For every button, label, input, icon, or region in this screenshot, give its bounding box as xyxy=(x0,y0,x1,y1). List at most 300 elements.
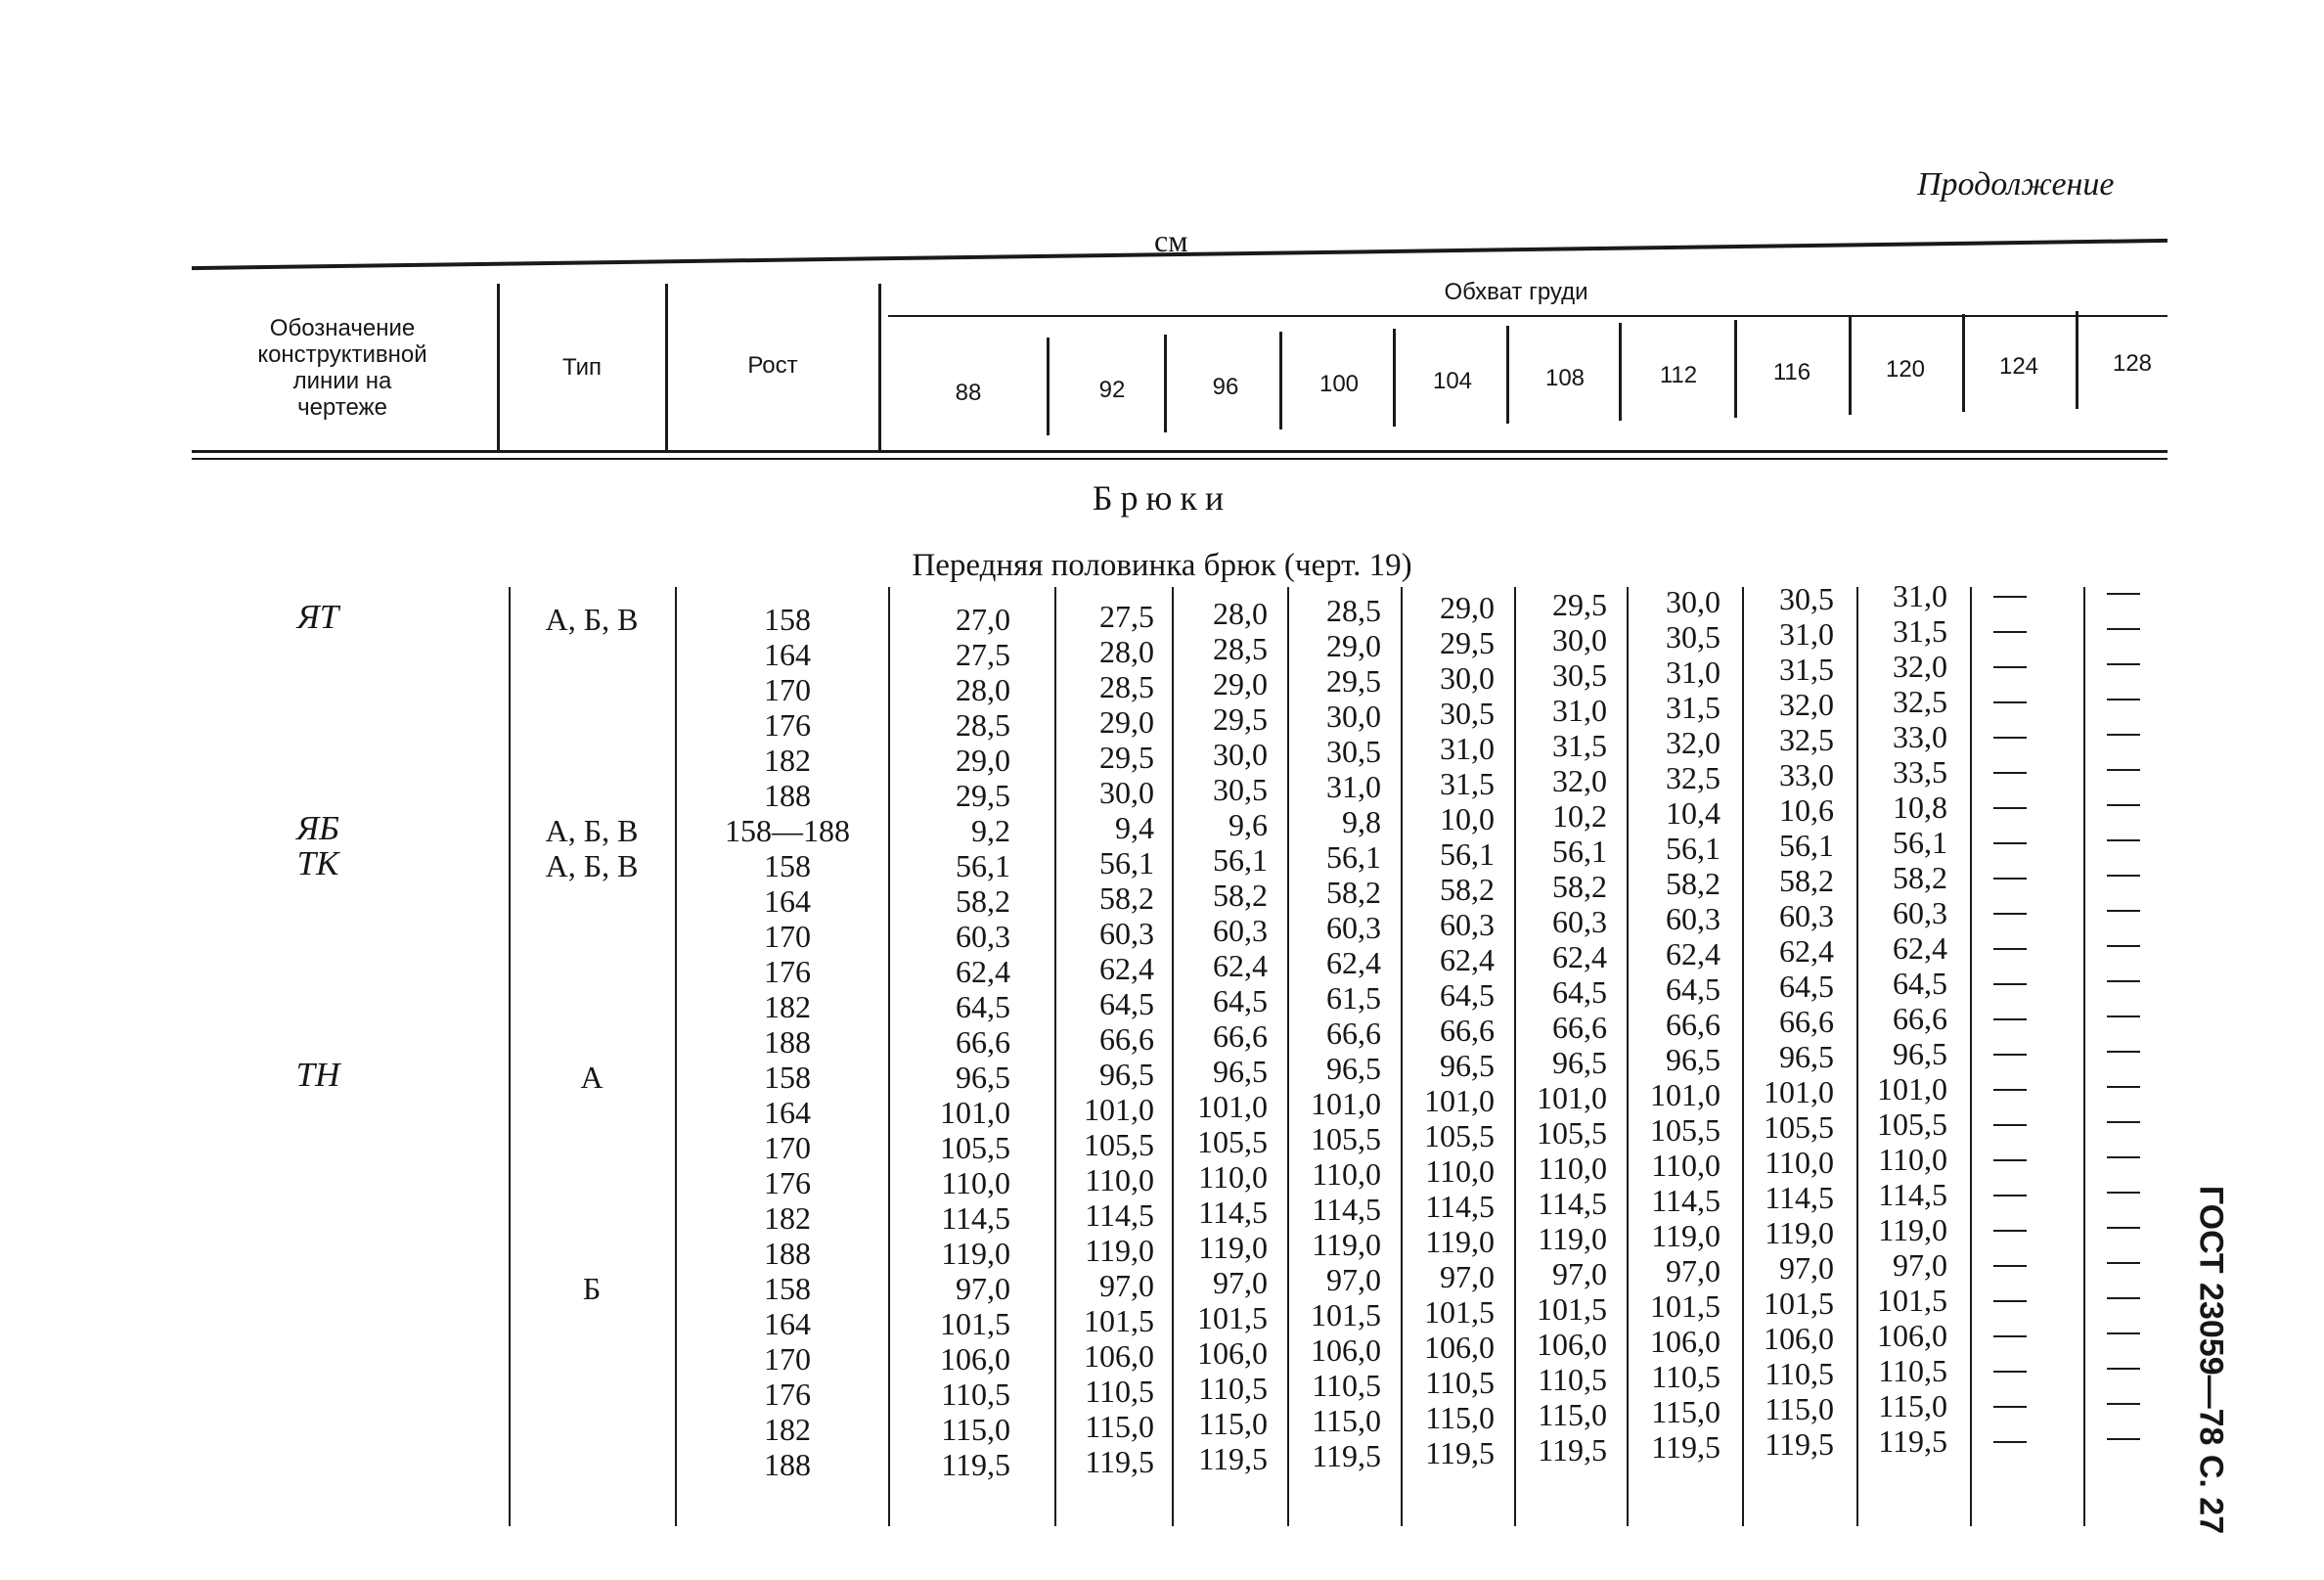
table-cell xyxy=(2072,643,2174,678)
dash-mark xyxy=(2107,839,2140,841)
type-value: А xyxy=(580,1060,603,1095)
table-cell: 60,3 xyxy=(1893,895,1947,930)
header-size-divider xyxy=(1619,323,1622,421)
table-cell xyxy=(2072,1101,2174,1136)
table-cell xyxy=(1958,681,2061,716)
table-cell xyxy=(1958,1068,2061,1104)
table-cell: 31,0 xyxy=(1893,578,1947,613)
table-cell xyxy=(2072,1312,2174,1347)
table-cell: 29,5 xyxy=(1440,625,1495,660)
height-value: 158 xyxy=(764,848,811,883)
table-cell: 62,4 xyxy=(1666,936,1721,971)
table-cell: 119,5 xyxy=(941,1447,1010,1482)
table-cell: 101,5 xyxy=(1197,1300,1268,1335)
table-cell: 31,5 xyxy=(1893,613,1947,649)
table-cell: 119,5 xyxy=(1085,1444,1154,1479)
type-value: А, Б, В xyxy=(545,602,639,637)
type-value: А, Б, В xyxy=(545,848,639,883)
dash-mark xyxy=(1993,1089,2027,1091)
table-cell: 28,0 xyxy=(1213,596,1268,631)
height-value: 182 xyxy=(764,743,811,778)
table-cell: 97,0 xyxy=(1326,1262,1381,1297)
table-cell: 61,5 xyxy=(1326,980,1381,1016)
table-cell: 58,2 xyxy=(1893,860,1947,895)
table-cell: 31,0 xyxy=(1779,616,1834,652)
table-cell: 66,6 xyxy=(1666,1007,1721,1042)
table-cell: 115,0 xyxy=(1312,1403,1381,1438)
table-cell xyxy=(2072,748,2174,784)
table-cell xyxy=(2072,713,2174,748)
table-cell: 110,0 xyxy=(941,1165,1010,1200)
table-cell xyxy=(1958,575,2061,610)
dash-mark xyxy=(1993,1441,2027,1443)
table-cell xyxy=(1958,646,2061,681)
table-cell: 30,0 xyxy=(1666,584,1721,619)
table-cell xyxy=(2072,572,2174,608)
table-cell xyxy=(1958,787,2061,822)
dash-mark xyxy=(2107,1051,2140,1053)
table-cell xyxy=(2072,784,2174,819)
height-value: 164 xyxy=(764,1306,811,1341)
dash-mark xyxy=(1993,1265,2027,1267)
table-cell: 62,4 xyxy=(1893,930,1947,966)
section-title: Брюки xyxy=(1092,478,1232,518)
table-cell xyxy=(1958,822,2061,857)
table-cell: 56,1 xyxy=(1213,842,1268,878)
header-chest-girth: Обхват груди xyxy=(1444,279,1588,305)
header-divider xyxy=(497,284,500,450)
dash-mark xyxy=(2107,1192,2140,1194)
table-cell: 29,5 xyxy=(956,778,1010,813)
type-value: А, Б, В xyxy=(545,813,639,848)
table-cell: 114,5 xyxy=(941,1200,1010,1236)
table-cell xyxy=(2072,925,2174,960)
table-cell: 32,0 xyxy=(1779,687,1834,722)
table-cell: 62,4 xyxy=(1552,939,1607,974)
table-cell: 31,0 xyxy=(1552,693,1607,728)
table-cell: 101,5 xyxy=(1650,1288,1721,1324)
table-cell: 110,0 xyxy=(1312,1156,1381,1192)
table-cell: 119,0 xyxy=(1312,1227,1381,1262)
table-cell: 56,1 xyxy=(1893,825,1947,860)
table-cell: 58,2 xyxy=(1213,878,1268,913)
table-cell xyxy=(1958,1385,2061,1421)
header-chest-size: 128 xyxy=(2112,350,2153,377)
table-cell: 66,6 xyxy=(1213,1018,1268,1054)
height-value: 170 xyxy=(764,672,811,707)
table-cell xyxy=(2072,1171,2174,1206)
table-cell: 119,0 xyxy=(1765,1215,1834,1250)
table-cell xyxy=(2072,1030,2174,1065)
table-cell: 64,5 xyxy=(956,989,1010,1024)
table-cell: 119,0 xyxy=(1198,1230,1268,1265)
table-cell: 96,5 xyxy=(956,1060,1010,1095)
body-column-rule xyxy=(675,587,677,1526)
dash-mark xyxy=(1993,666,2027,668)
dash-mark xyxy=(2107,1086,2140,1088)
height-value: 188 xyxy=(764,778,811,813)
table-cell: 30,0 xyxy=(1099,775,1154,810)
table-cell: 56,1 xyxy=(956,848,1010,883)
dash-mark xyxy=(1993,1335,2027,1337)
table-cell: 119,5 xyxy=(1312,1438,1381,1473)
table-cell: 96,5 xyxy=(1440,1048,1495,1083)
table-cell: 9,4 xyxy=(1115,810,1154,845)
table-cell xyxy=(1958,1315,2061,1350)
table-cell: 110,5 xyxy=(1538,1362,1607,1397)
height-value: 158 xyxy=(764,602,811,637)
table-cell: 60,3 xyxy=(1666,901,1721,936)
table-cell: 29,5 xyxy=(1099,740,1154,775)
table-cell xyxy=(2072,1136,2174,1171)
table-cell: 56,1 xyxy=(1666,831,1721,866)
table-cell: 30,5 xyxy=(1213,772,1268,807)
table-cell: 106,0 xyxy=(1084,1338,1154,1374)
table-cell xyxy=(2072,678,2174,713)
dash-mark xyxy=(2107,945,2140,947)
table-cell: 64,5 xyxy=(1099,986,1154,1021)
table-cell: 32,0 xyxy=(1893,649,1947,684)
table-cell: 27,0 xyxy=(956,602,1010,637)
table-cell: 105,5 xyxy=(1537,1115,1607,1151)
table-cell: 119,5 xyxy=(1538,1432,1607,1467)
table-cell: 110,5 xyxy=(1651,1359,1721,1394)
dash-mark xyxy=(2107,980,2140,982)
table-cell: 105,5 xyxy=(1764,1109,1834,1145)
table-cell: 66,6 xyxy=(1326,1016,1381,1051)
height-value: 164 xyxy=(764,1095,811,1130)
table-cell: 110,0 xyxy=(1878,1142,1947,1177)
height-value: 158 xyxy=(764,1060,811,1095)
table-cell: 64,5 xyxy=(1213,983,1268,1018)
dash-mark xyxy=(1993,772,2027,774)
table-cell: 106,0 xyxy=(1764,1321,1834,1356)
table-cell xyxy=(1958,1104,2061,1139)
table-cell: 32,5 xyxy=(1779,722,1834,757)
table-cell xyxy=(2072,608,2174,643)
table-cell: 31,0 xyxy=(1666,655,1721,690)
table-cell: 56,1 xyxy=(1099,845,1154,880)
table-cell: 101,0 xyxy=(1424,1083,1495,1118)
table-cell: 60,3 xyxy=(1779,898,1834,933)
table-cell: 114,5 xyxy=(1198,1195,1268,1230)
table-cell: 62,4 xyxy=(956,954,1010,989)
table-cell: 97,0 xyxy=(1213,1265,1268,1300)
table-cell xyxy=(1958,998,2061,1033)
continuation-label: Продолжение xyxy=(1917,166,2115,203)
height-value: 170 xyxy=(764,919,811,954)
table-cell: 106,0 xyxy=(1311,1332,1381,1368)
header-size-divider xyxy=(1164,335,1167,432)
dash-mark xyxy=(1993,983,2027,985)
table-cell xyxy=(1958,892,2061,927)
table-cell: 101,5 xyxy=(1424,1294,1495,1330)
table-cell: 119,5 xyxy=(1198,1441,1268,1476)
table-cell: 114,5 xyxy=(1312,1192,1381,1227)
table-cell: 115,0 xyxy=(1425,1400,1495,1435)
table-cell xyxy=(1958,1421,2061,1456)
table-cell: 96,5 xyxy=(1666,1042,1721,1077)
table-cell: 33,0 xyxy=(1779,757,1834,792)
table-cell: 115,0 xyxy=(1538,1397,1607,1432)
table-cell: 119,5 xyxy=(1878,1423,1947,1459)
table-cell: 115,0 xyxy=(1085,1409,1154,1444)
table-cell: 30,5 xyxy=(1440,696,1495,731)
header-size-divider xyxy=(1849,317,1852,415)
table-cell xyxy=(1958,1280,2061,1315)
dash-mark xyxy=(1993,737,2027,739)
table-cell: 58,2 xyxy=(1326,875,1381,910)
table-cell: 32,5 xyxy=(1893,684,1947,719)
table-cell: 119,5 xyxy=(1651,1429,1721,1465)
table-cell: 56,1 xyxy=(1779,828,1834,863)
gost-page-label: ГОСТ 23059—78 С. 27 xyxy=(2192,1185,2230,1535)
height-value: 176 xyxy=(764,1165,811,1200)
table-cell: 28,5 xyxy=(1326,593,1381,628)
table-cell: 60,3 xyxy=(1552,904,1607,939)
table-cell: 29,0 xyxy=(1213,666,1268,701)
height-value: 182 xyxy=(764,989,811,1024)
table-cell: 62,4 xyxy=(1779,933,1834,969)
header-chest-size: 112 xyxy=(1659,362,1698,388)
table-cell: 114,5 xyxy=(1425,1189,1495,1224)
height-value: 170 xyxy=(764,1341,811,1377)
table-cell: 56,1 xyxy=(1552,834,1607,869)
table-cell: 60,3 xyxy=(1440,907,1495,942)
table-cell: 110,0 xyxy=(1765,1145,1834,1180)
table-cell: 101,5 xyxy=(1311,1297,1381,1332)
table-cell xyxy=(2072,819,2174,854)
table-cell xyxy=(2072,960,2174,995)
table-cell: 105,5 xyxy=(1084,1127,1154,1162)
dash-mark xyxy=(2107,1332,2140,1334)
table-cell: 101,5 xyxy=(1877,1283,1947,1318)
table-cell: 106,0 xyxy=(1650,1324,1721,1359)
table-cell: 114,5 xyxy=(1538,1186,1607,1221)
table-cell: 28,5 xyxy=(1213,631,1268,666)
table-cell: 28,0 xyxy=(1099,634,1154,669)
table-cell: 110,5 xyxy=(1765,1356,1834,1391)
table-cell: 31,5 xyxy=(1779,652,1834,687)
table-cell xyxy=(1958,963,2061,998)
table-cell: 101,0 xyxy=(1311,1086,1381,1121)
table-cell: 97,0 xyxy=(1440,1259,1495,1294)
header-divider xyxy=(878,284,881,450)
table-cell: 106,0 xyxy=(1877,1318,1947,1353)
height-value: 158—188 xyxy=(725,813,850,848)
dash-mark xyxy=(2107,875,2140,877)
table-cell: 119,0 xyxy=(1425,1224,1495,1259)
table-cell: 119,5 xyxy=(1425,1435,1495,1470)
table-cell: 31,0 xyxy=(1326,769,1381,804)
table-cell: 30,0 xyxy=(1326,699,1381,734)
table-cell: 58,2 xyxy=(1666,866,1721,901)
height-value: 164 xyxy=(764,883,811,919)
dash-mark xyxy=(2107,769,2140,771)
table-cell xyxy=(1958,1350,2061,1385)
dash-mark xyxy=(1993,596,2027,598)
dash-mark xyxy=(2107,1121,2140,1123)
table-cell: 96,5 xyxy=(1099,1057,1154,1092)
table-cell: 66,6 xyxy=(1779,1004,1834,1039)
table-cell: 30,0 xyxy=(1552,622,1607,657)
table-cell: 97,0 xyxy=(1666,1253,1721,1288)
line-code: ТН xyxy=(295,1056,340,1094)
header-line-designation: Обозначение конструктивной линии на чертеже xyxy=(257,315,427,421)
table-cell: 58,2 xyxy=(1552,869,1607,904)
table-cell xyxy=(2072,1418,2174,1453)
table-cell: 101,5 xyxy=(1764,1286,1834,1321)
table-cell: 64,5 xyxy=(1779,969,1834,1004)
height-value: 164 xyxy=(764,637,811,672)
table-cell: 29,5 xyxy=(1213,701,1268,737)
table-cell xyxy=(1958,610,2061,646)
dash-mark xyxy=(1993,842,2027,844)
header-size-divider xyxy=(1506,326,1509,424)
table-cell: 56,1 xyxy=(1440,836,1495,872)
table-cell: 60,3 xyxy=(1213,913,1268,948)
table-cell: 97,0 xyxy=(1099,1268,1154,1303)
table-cell: 110,5 xyxy=(1425,1365,1495,1400)
dash-mark xyxy=(2107,1016,2140,1017)
table-cell xyxy=(2072,1347,2174,1382)
header-size-divider xyxy=(1962,314,1965,412)
table-cell: 31,0 xyxy=(1440,731,1495,766)
table-cell: 33,5 xyxy=(1893,754,1947,790)
table-cell: 119,5 xyxy=(1765,1426,1834,1462)
table-cell: 29,0 xyxy=(956,743,1010,778)
table-cell: 66,6 xyxy=(956,1024,1010,1060)
header-chest-size: 120 xyxy=(1885,356,1926,383)
table-cell: 28,5 xyxy=(1099,669,1154,704)
subsection-title: Передняя половинка брюк (черт. 19) xyxy=(912,548,1412,583)
table-cell: 58,2 xyxy=(956,883,1010,919)
table-cell xyxy=(1958,751,2061,787)
header-chest-size: 88 xyxy=(955,380,982,406)
dash-mark xyxy=(1993,631,2027,633)
table-cell: 114,5 xyxy=(1878,1177,1947,1212)
table-cell: 105,5 xyxy=(1197,1124,1268,1159)
header-size-divider xyxy=(1279,332,1282,429)
table-cell: 115,0 xyxy=(1651,1394,1721,1429)
table-cell: 105,5 xyxy=(1311,1121,1381,1156)
table-cell xyxy=(1958,1174,2061,1209)
table-cell: 29,5 xyxy=(1552,587,1607,622)
header-chest-size: 92 xyxy=(1098,377,1126,403)
dash-mark xyxy=(2107,1438,2140,1440)
dash-mark xyxy=(2107,593,2140,595)
table-cell: 115,0 xyxy=(1878,1388,1947,1423)
table-cell xyxy=(2072,889,2174,925)
table-cell: 32,0 xyxy=(1552,763,1607,798)
table-cell xyxy=(2072,854,2174,889)
table-cell: 62,4 xyxy=(1440,942,1495,977)
dash-mark xyxy=(2107,1227,2140,1229)
dash-mark xyxy=(1993,1054,2027,1056)
table-cell xyxy=(1958,1033,2061,1068)
table-cell: 32,0 xyxy=(1666,725,1721,760)
height-value: 182 xyxy=(764,1412,811,1447)
table-cell: 58,2 xyxy=(1440,872,1495,907)
dash-mark xyxy=(1993,913,2027,915)
table-cell: 101,0 xyxy=(1877,1071,1947,1106)
height-value: 188 xyxy=(764,1236,811,1271)
units-label: см xyxy=(1154,223,1188,258)
dash-mark xyxy=(2107,1156,2140,1158)
height-value: 176 xyxy=(764,1377,811,1412)
line-code: ЯБ xyxy=(296,809,339,847)
header-chest-size: 116 xyxy=(1772,359,1811,385)
table-cell: 10,2 xyxy=(1552,798,1607,834)
table-cell: 110,5 xyxy=(1312,1368,1381,1403)
header-chest-size: 96 xyxy=(1212,374,1239,400)
dash-mark xyxy=(1993,1230,2027,1232)
header-bottom-rule-1 xyxy=(192,450,2168,453)
table-cell: 32,5 xyxy=(1666,760,1721,795)
header-divider xyxy=(665,284,668,450)
table-cell: 101,5 xyxy=(940,1306,1010,1341)
table-cell: 33,0 xyxy=(1893,719,1947,754)
height-value: 188 xyxy=(764,1447,811,1482)
table-cell: 96,5 xyxy=(1552,1045,1607,1080)
dash-mark xyxy=(1993,1018,2027,1020)
table-cell: 101,0 xyxy=(1197,1089,1268,1124)
table-cell: 30,5 xyxy=(1552,657,1607,693)
dash-mark xyxy=(1993,1159,2027,1161)
dash-mark xyxy=(2107,1368,2140,1370)
table-cell: 115,0 xyxy=(1765,1391,1834,1426)
table-cell xyxy=(2072,1241,2174,1277)
table-cell xyxy=(1958,927,2061,963)
table-cell: 56,1 xyxy=(1326,839,1381,875)
table-cell: 30,0 xyxy=(1213,737,1268,772)
table-cell: 9,8 xyxy=(1342,804,1381,839)
table-cell: 27,5 xyxy=(956,637,1010,672)
table-cell: 60,3 xyxy=(956,919,1010,954)
table-cell: 66,6 xyxy=(1440,1013,1495,1048)
header-height: Рост xyxy=(747,352,798,379)
table-cell: 10,4 xyxy=(1666,795,1721,831)
table-cell: 101,0 xyxy=(1084,1092,1154,1127)
table-cell: 30,5 xyxy=(1326,734,1381,769)
table-cell: 119,0 xyxy=(941,1236,1010,1271)
dash-mark xyxy=(1993,1406,2027,1408)
header-chest-size: 124 xyxy=(1998,353,2039,380)
table-cell: 62,4 xyxy=(1326,945,1381,980)
table-cell: 30,5 xyxy=(1666,619,1721,655)
table-cell: 114,5 xyxy=(1651,1183,1721,1218)
table-cell xyxy=(2072,1277,2174,1312)
dash-mark xyxy=(1993,1195,2027,1196)
table-cell xyxy=(1958,857,2061,892)
table-cell: 97,0 xyxy=(1552,1256,1607,1291)
dash-mark xyxy=(1993,1124,2027,1126)
table-cell: 9,6 xyxy=(1229,807,1268,842)
table-cell: 110,0 xyxy=(1198,1159,1268,1195)
table-cell: 106,0 xyxy=(1197,1335,1268,1371)
table-cell xyxy=(1958,716,2061,751)
table-cell xyxy=(2072,995,2174,1030)
table-cell: 101,0 xyxy=(940,1095,1010,1130)
header-size-divider xyxy=(1734,320,1737,418)
table-cell: 64,5 xyxy=(1440,977,1495,1013)
table-cell: 29,0 xyxy=(1099,704,1154,740)
header-size-divider xyxy=(1047,338,1050,435)
table-cell: 10,8 xyxy=(1893,790,1947,825)
header-chest-size: 104 xyxy=(1432,368,1473,394)
table-cell: 106,0 xyxy=(1537,1327,1607,1362)
table-cell: 96,5 xyxy=(1893,1036,1947,1071)
